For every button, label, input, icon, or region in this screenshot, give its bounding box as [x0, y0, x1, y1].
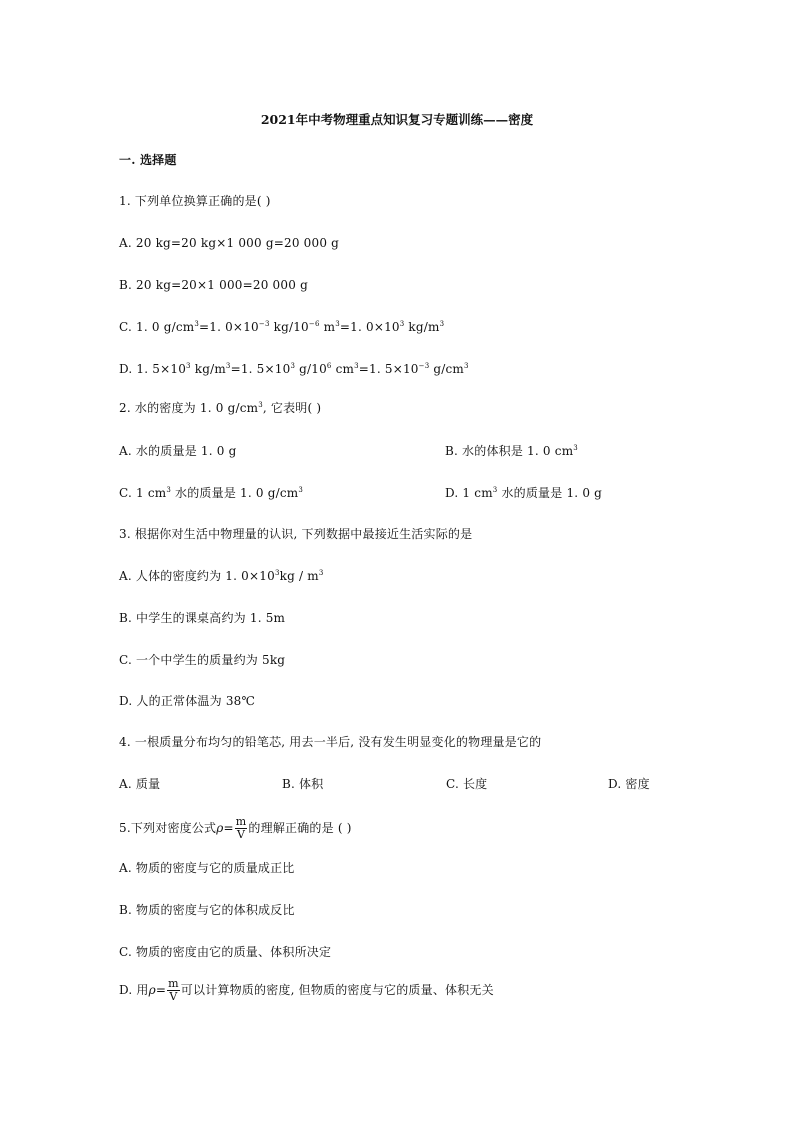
q2-option-c: C. 1 $cm^3$ 水的质量是 1. 0 $g/cm^3$ — [119, 486, 304, 500]
rho-symbol: ρ — [148, 983, 156, 997]
q2-option-a: A. 水的质量是 1. 0 g — [119, 444, 237, 458]
q2-option-b: B. 水的体积是 1. 0 $cm^3$ — [445, 444, 578, 458]
q3-stem: 3. 根据你对生活中物理量的认识, 下列数据中最接近生活实际的是 — [119, 527, 473, 541]
q2-options-row-2 — [119, 485, 603, 501]
q1-option-d: D. 1. $5\times 10^3$ $kg/m^3=1$. $5\times 10^3$ $g/10^6$ $cm^3=1$. $5\times 10^{-3}$ $g/cm^3$ — [119, 362, 469, 376]
density-formula-fraction: $\frac{m}{V}$ — [235, 815, 247, 841]
q3-option-c: C. 一个中学生的质量约为 5kg — [119, 653, 286, 667]
q1-option-b: B. 20 kg=20×1 000=20 000 g — [119, 278, 308, 292]
q4-option-b: B. 体积 — [282, 777, 324, 791]
q4-option-a: A. 质量 — [119, 777, 161, 791]
q2-options-row-1 — [119, 443, 578, 459]
rho-symbol: ρ — [216, 821, 224, 835]
section-heading: 一. 选择题 — [119, 153, 177, 167]
q5-option-b: B. 物质的密度与它的体积成反比 — [119, 903, 295, 917]
q5-option-a: A. 物质的密度与它的质量成正比 — [119, 861, 295, 875]
q1-option-c: C. 1. 0 $g/cm^3=1$. $0\times 10^{-3}$ $kg/10^{-6}$ $m^3=1$. $0\times 10^3$ $kg/m^3$ — [119, 320, 445, 334]
q4-options-row — [119, 776, 679, 792]
q5-option-d: D. 用ρ= $\frac{m}{V}$ 可以计算物质的密度, 但物质的密度与它的质量、体积无关 — [119, 977, 494, 1003]
q3-option-d: D. 人的正常体温为 38℃ — [119, 694, 256, 708]
q4-option-d: D. 密度 — [608, 777, 650, 791]
q5-option-c: C. 物质的密度由它的质量、体积所决定 — [119, 945, 332, 959]
q3-option-a: A. 人体的密度约为 1. $0\times 10^3kg / m^3$ — [119, 569, 324, 583]
q5-stem: 5.下列对密度公式ρ= $\frac{m}{V}$ 的理解正确的是 ( ) — [119, 815, 352, 841]
density-formula-fraction: $\frac{m}{V}$ — [168, 977, 179, 1003]
q1-stem: 1. 下列单位换算正确的是( ) — [119, 194, 271, 208]
page-title: 2021年中考物理重点知识复习专题训练——密度 — [260, 112, 534, 127]
q3-option-b: B. 中学生的课桌高约为 1. 5m — [119, 611, 286, 625]
q4-option-c: C. 长度 — [446, 777, 488, 791]
q4-stem: 4. 一根质量分布均匀的铅笔芯, 用去一半后, 没有发生明显变化的物理量是它的 — [119, 735, 542, 749]
q2-stem: 2. 水的密度为 1. 0 $g/cm^3$, 它表明( ) — [119, 401, 322, 415]
q1-option-a: A. 20 kg=20 kg×1 000 g=20 000 g — [119, 236, 340, 250]
q2-option-d: D. 1 $cm^3$ 水的质量是 1. 0 g — [445, 486, 603, 500]
